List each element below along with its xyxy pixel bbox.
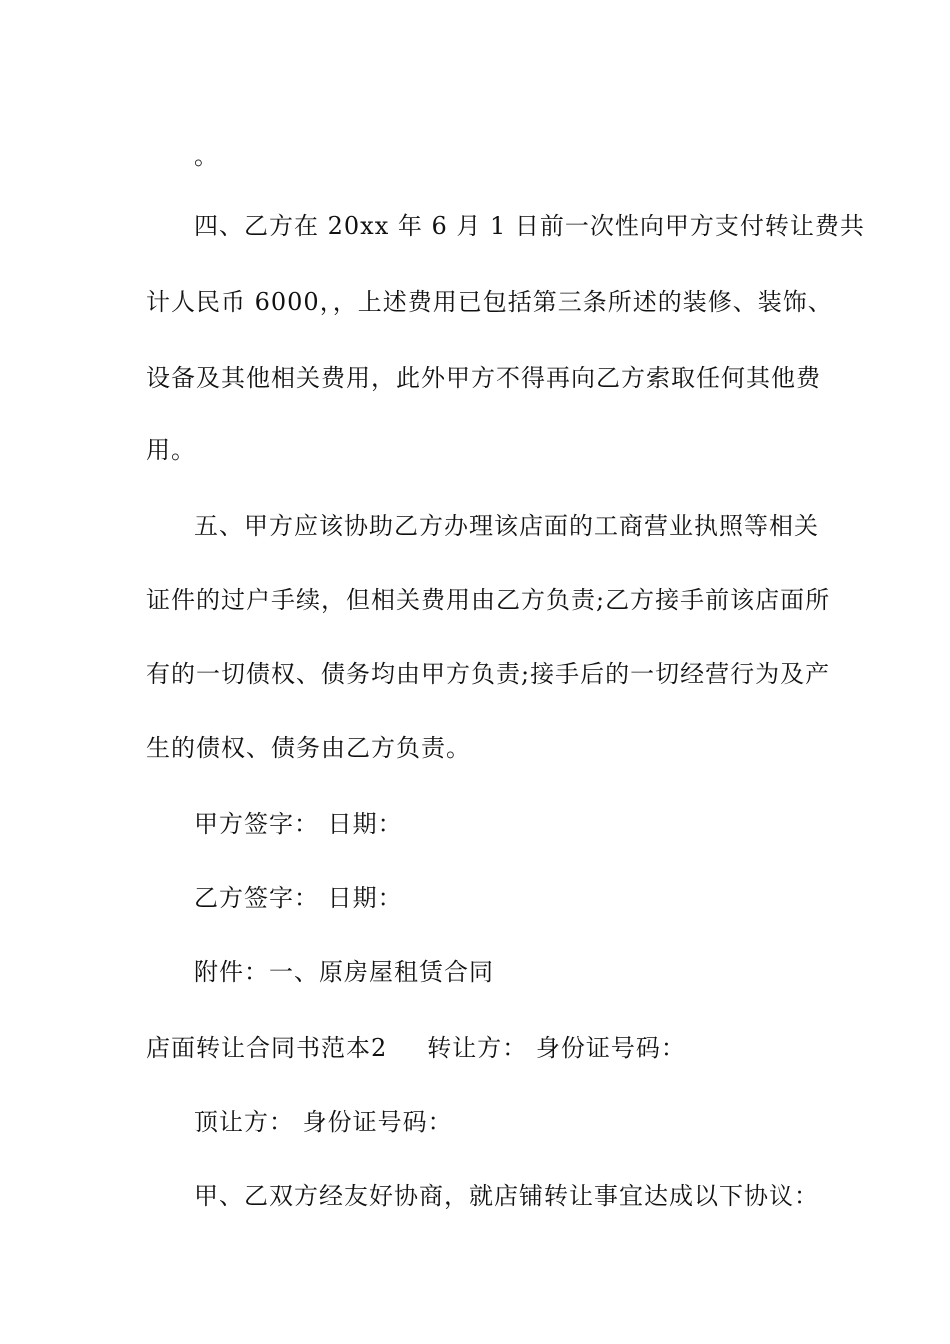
- document-title: 店面转让合同书范本2: [146, 1034, 388, 1062]
- text-line: 甲、乙双方经友好协商，就店铺转让事宜达成以下协议：: [194, 1182, 819, 1210]
- signature-line-party-b: 乙方签字： 日期：: [194, 884, 403, 912]
- text-line: 四、乙方在 20xx 年 6 月 1 日前一次性向甲方支付转让费共: [194, 212, 865, 240]
- transferor-label: 转让方： 身份证号码：: [427, 1034, 686, 1062]
- text-line: 计人民币 6000，，上述费用已包括第三条所述的装修、装饰、: [146, 288, 833, 316]
- attachment-line: 附件：一、原房屋租赁合同: [194, 958, 494, 986]
- title-line: [146, 1032, 686, 1064]
- text-line: 用。: [146, 436, 196, 464]
- text-line: 五、甲方应该协助乙方办理该店面的工商营业执照等相关: [194, 512, 819, 540]
- text-line: 生的债权、债务由乙方负责。: [146, 734, 471, 762]
- signature-line-party-a: 甲方签字： 日期：: [194, 810, 403, 838]
- text-line: 。: [194, 142, 219, 170]
- assignee-line: 顶让方： 身份证号码：: [194, 1108, 453, 1136]
- text-line: 设备及其他相关费用，此外甲方不得再向乙方索取任何其他费: [146, 364, 821, 392]
- text-line: 有的一切债权、债务均由甲方负责;接手后的一切经营行为及产: [146, 660, 831, 688]
- text-line: 证件的过户手续，但相关费用由乙方负责;乙方接手前该店面所: [146, 586, 831, 614]
